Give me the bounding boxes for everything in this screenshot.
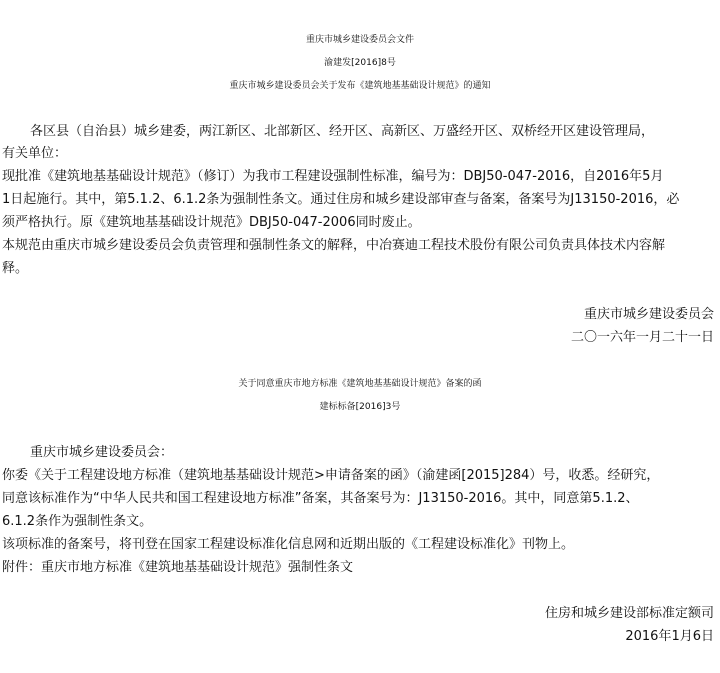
notice-title: 重庆市城乡建设委员会关于发布《建筑地基基础设计规范》的通知 (229, 81, 491, 91)
notice-body1-line1: 现批准《建筑地基基础设计规范》（修订）为我市工程建设强制性标准，编号为：DBJ50-047-2016，自2016年5月 (2, 169, 664, 184)
notice-issuer: 重庆市城乡建设委员会文件 (305, 35, 414, 45)
notice-body1-line2: 1日起施行。其中，第5.1.2、6.1.2条为强制性条文。通过住房和城乡建设部审查与备案，备案号为J13150-2016，必 (2, 192, 680, 207)
notice-recipients-line1: 各区县（自治县）城乡建委，两江新区、北部新区、经开区、高新区、万盛经开区、双桥经开区建设管理局， (30, 124, 655, 139)
notice-recipients-line2: 有关单位： (2, 146, 68, 161)
notice-body2-line1: 本规范由重庆市城乡建设委员会负责管理和强制性条文的解释，中冶赛迪工程技术股份有限公司负责具体技术内容解 (2, 238, 666, 253)
notice-body2-line2: 释。 (2, 261, 29, 276)
notice-body1-line3: 须严格执行。原《建筑地基基础设计规范》DBJ50-047-2006同时废止。 (2, 215, 421, 230)
letter-body1-line2: 同意该标准作为“中华人民共和国工程建设地方标准”备案，其备案号为：J13150-2016。其中，同意第5.1.2、 (2, 491, 639, 506)
letter-body1-line3: 6.1.2条作为强制性条文。 (2, 514, 153, 529)
letter-title: 关于同意重庆市地方标准《建筑地基基础设计规范》备案的函 (238, 379, 482, 389)
notice-signature: 重庆市城乡建设委员会 (583, 307, 714, 322)
letter-body2: 该项标准的备案号，将刊登在国家工程建设标准化信息网和近期出版的《工程建设标准化》刊物上。 (2, 537, 575, 552)
letter-date: 2016年1月6日 (625, 629, 714, 644)
letter-signature: 住房和城乡建设部标准定额司 (544, 606, 714, 621)
notice-date: 二〇一六年一月二十一日 (570, 330, 714, 345)
letter-doc-number: 建标标备[2016]3号 (319, 402, 401, 412)
notice-doc-number: 渝建发[2016]8号 (324, 58, 396, 68)
letter-addressee: 重庆市城乡建设委员会： (30, 445, 174, 460)
letter-body1-line1: 你委《关于工程建设地方标准（建筑地基基础设计规范>申请备案的函》（渝建函[2015]284）号，收悉。经研究， (2, 468, 660, 483)
letter-attachment: 附件：重庆市地方标准《建筑地基基础设计规范》强制性条文 (2, 560, 354, 575)
